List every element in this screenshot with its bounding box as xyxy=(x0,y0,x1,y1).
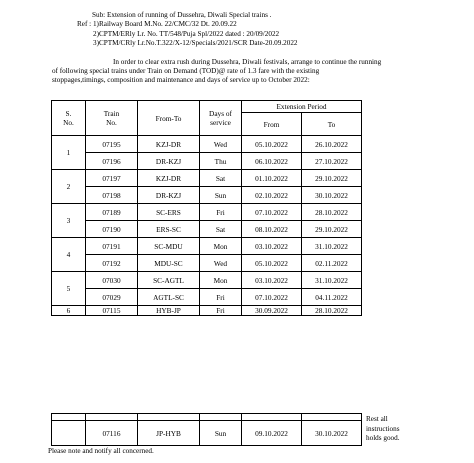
table-row xyxy=(52,255,362,272)
cell-train: 07030 xyxy=(86,272,138,289)
cell-from-to: HYB-JP xyxy=(138,306,200,316)
table-row xyxy=(52,136,362,153)
cell-to: 29.10.2022 xyxy=(302,221,362,238)
cell-from-to: DR-KZJ xyxy=(138,153,200,170)
cell-from-to: MDU-SC xyxy=(138,255,200,272)
cell-train: 07189 xyxy=(86,204,138,221)
table-row xyxy=(52,187,362,204)
cell-train: 07116 xyxy=(86,421,138,446)
cell-from-to: AGTL-SC xyxy=(138,289,200,306)
reference-2: 2)CPTM/ERly Lr. No. TT/548/Puja Spl/2022 dated : 20/09/2022 xyxy=(93,30,280,38)
cell-to: 28.10.2022 xyxy=(302,204,362,221)
body-line-3: stoppages,timings, composition and maintenance and days of service up to October 2022: xyxy=(52,76,310,84)
cell-train: 07192 xyxy=(86,255,138,272)
cell-from: 05.10.2022 xyxy=(242,255,302,272)
table-row xyxy=(52,204,362,221)
cell-from: 09.10.2022 xyxy=(242,421,302,446)
header-from: From xyxy=(242,113,302,136)
subject-line: Sub: Extension of running of Dussehra, Diwali Special trains . xyxy=(92,11,272,19)
table-row xyxy=(52,272,362,289)
cell-train: 07191 xyxy=(86,238,138,255)
cell-days: Wed xyxy=(200,136,242,153)
cell-days: Wed xyxy=(200,255,242,272)
cell-days: Fri xyxy=(200,289,242,306)
special-trains-table xyxy=(51,100,362,316)
cell-to: 29.10.2022 xyxy=(302,170,362,187)
cell-days: Sun xyxy=(200,187,242,204)
cell-days: Sun xyxy=(200,421,242,446)
cell-train: 07197 xyxy=(86,170,138,187)
cell-to: 30.10.2022 xyxy=(302,421,362,446)
cell-to: 31.10.2022 xyxy=(302,272,362,289)
header-sno xyxy=(52,101,86,136)
header-extension-period: Extension Period xyxy=(242,101,362,113)
cell-to: 27.10.2022 xyxy=(302,153,362,170)
cell-from: 03.10.2022 xyxy=(242,238,302,255)
cell-from-to: SC-ERS xyxy=(138,204,200,221)
cell-sno: 3 xyxy=(52,204,86,238)
rest-instructions-note xyxy=(366,415,426,444)
cell-days: Fri xyxy=(200,204,242,221)
cell-train: 07190 xyxy=(86,221,138,238)
header-days xyxy=(200,101,242,136)
table-row xyxy=(52,170,362,187)
cell-days: Mon xyxy=(200,272,242,289)
continued-table xyxy=(51,413,362,446)
cell-from: 07.10.2022 xyxy=(242,204,302,221)
cell-from: 07.10.2022 xyxy=(242,289,302,306)
cell-sno: 5 xyxy=(52,272,86,306)
header-from-to: From-To xyxy=(138,101,200,136)
cell-from: 03.10.2022 xyxy=(242,272,302,289)
body-line-1: In order to clear extra rush during Dussehra, Diwali festivals, arrange to continue the running xyxy=(113,58,382,66)
cell-train: 07195 xyxy=(86,136,138,153)
cell-from-to: DR-KZJ xyxy=(138,187,200,204)
cell-from: 30.09.2022 xyxy=(242,306,302,316)
cell-sno: 1 xyxy=(52,136,86,170)
cell-train: 07198 xyxy=(86,187,138,204)
cell-from: 06.10.2022 xyxy=(242,153,302,170)
header-to: To xyxy=(302,113,362,136)
table-row xyxy=(52,153,362,170)
cell-from: 08.10.2022 xyxy=(242,221,302,238)
closing-note: Please note and notify all concerned. xyxy=(48,447,154,455)
cell-from-to: SC-MDU xyxy=(138,238,200,255)
cell-sno: 4 xyxy=(52,238,86,272)
reference-1: Ref : 1)Railway Board M.No. 22/CMC/32 Dt. 20.09.22 xyxy=(77,20,237,28)
cell-train: 07115 xyxy=(86,306,138,316)
cell-days: Sat xyxy=(200,221,242,238)
cell-days: Sat xyxy=(200,170,242,187)
cell-from: 01.10.2022 xyxy=(242,170,302,187)
cell-from-to: JP-HYB xyxy=(138,421,200,446)
cell-from-to: SC-AGTL xyxy=(138,272,200,289)
table-row xyxy=(52,421,362,446)
cell-from: 02.10.2022 xyxy=(242,187,302,204)
cell-sno: 2 xyxy=(52,170,86,204)
cell-to: 30.10.2022 xyxy=(302,187,362,204)
cell-days: Thu xyxy=(200,153,242,170)
cell-to: 26.10.2022 xyxy=(302,136,362,153)
cell-train: 07196 xyxy=(86,153,138,170)
cell-sno: 6 xyxy=(52,306,86,316)
cell-to: 02.11.2022 xyxy=(302,255,362,272)
table-row xyxy=(52,306,362,316)
table-row xyxy=(52,289,362,306)
cell-days: Mon xyxy=(200,238,242,255)
cell-from-to: ERS-SC xyxy=(138,221,200,238)
cell-from: 05.10.2022 xyxy=(242,136,302,153)
header-train-text: Train No. xyxy=(103,109,120,127)
cell-to: 04.11.2022 xyxy=(302,289,362,306)
table-row xyxy=(52,221,362,238)
header-days-text: Days of service xyxy=(209,109,232,127)
cell-to: 28.10.2022 xyxy=(302,306,362,316)
cell-to: 31.10.2022 xyxy=(302,238,362,255)
cell-days: Fri xyxy=(200,306,242,316)
cell-sno xyxy=(52,421,86,446)
header-sno-text: S. No. xyxy=(63,109,74,127)
header-train xyxy=(86,101,138,136)
body-line-2: of following special trains under Train on Demand (TOD)@ rate of 1.3 fare with the existing xyxy=(52,67,320,75)
cell-from-to: KZJ-DR xyxy=(138,170,200,187)
table-row-spacer xyxy=(52,414,362,421)
rest-note-text: Rest all instructions holds good. xyxy=(366,415,400,442)
table-row xyxy=(52,238,362,255)
reference-3: 3)CPTM/CRly Lr.No.T.322/X-12/Specials/2021/SCR Date-20.09.2022 xyxy=(93,39,298,47)
cell-from-to: KZJ-DR xyxy=(138,136,200,153)
cell-train: 07029 xyxy=(86,289,138,306)
